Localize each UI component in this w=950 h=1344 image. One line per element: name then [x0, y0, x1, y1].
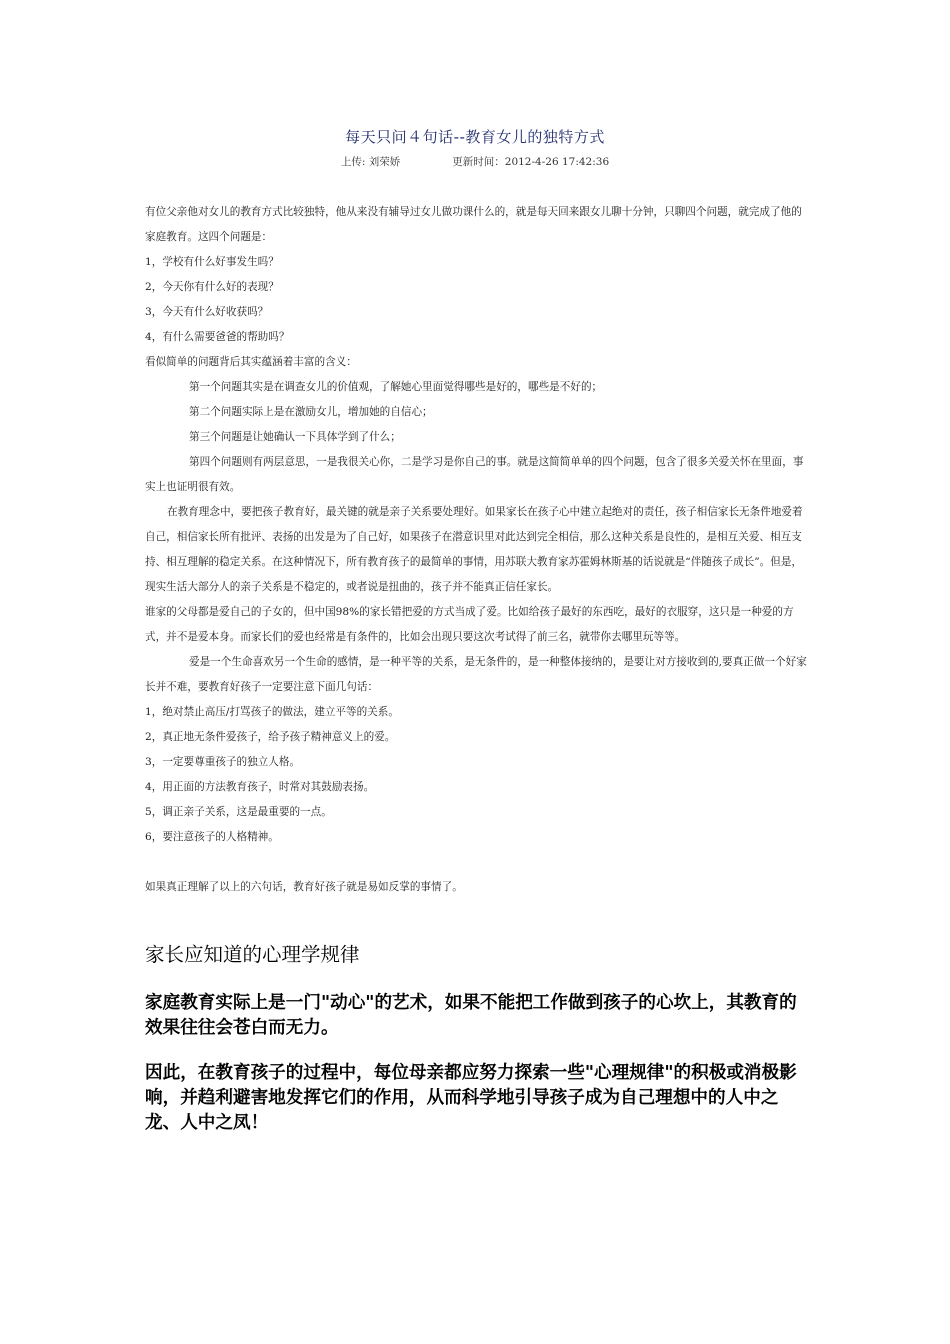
updated-time-text: 更新时间：2012-4-26 17:42:36	[452, 156, 610, 168]
paragraph-meaning-3: 第三个问题是让她确认一下具体学到了什么；	[189, 431, 401, 443]
list-item-question-4: 4，有什么需要爸爸的帮助吗？	[145, 331, 290, 343]
section-paragraph-1: 家庭教育实际上是一门"动心"的艺术，如果不能把工作做到孩子的心坎上，其教育的效果往往会苍白而无力。	[145, 993, 797, 1038]
paragraph-love-definition: 爱是一个生命喜欢另一个生命的感情，是一种平等的关系，是无条件的，是一种整体接纳的，是要让对方接收到的,要真正做一个好家长并不难，要教育好孩子一定要注意下面几句话：	[145, 656, 807, 693]
paragraph-intro: 有位父亲他对女儿的教育方式比较独特，他从来没有辅导过女儿做功课什么的，就是每天回来跟女儿聊十分钟，只聊四个问题，就完成了他的家庭教育。这四个问题是：	[145, 206, 802, 243]
paragraph-parent-child-relationship: 在教育理念中，要把孩子教育好，最关键的就是亲子关系要处理好。如果家长在孩子心中建立起绝对的责任，孩子相信家长无条件地爱着自己，相信家长所有批评、表扬的出发是为了自己好，如果孩子在潜意识里对此达到完全相信，那么这种关系是良性的，是相互关爱、相互支持、相互理解的稳定关系。在这种情况下，所有教育孩子的最简单的事情，用苏联大教育家苏霍姆林斯基的话说就是“伴随孩子成长”。但是，现实生活大部分人的亲子关系是不稳定的，或者说是扭曲的，孩子并不能真正信任家长。	[145, 506, 803, 593]
list-item-question-1: 1，学校有什么好事发生吗？	[145, 256, 279, 268]
paragraph-meaning-2: 第二个问题实际上是在激励女儿，增加她的自信心；	[189, 406, 433, 418]
list-item-question-2: 2，今天你有什么好的表现？	[145, 281, 279, 293]
article-meta	[0, 154, 950, 169]
section-heading: 家长应知道的心理学规律	[145, 943, 360, 966]
list-item-rule-5: 5，调正亲子关系，这是最重要的一点。	[145, 806, 332, 818]
list-item-rule-2: 2，真正地无条件爱孩子，给予孩子精神意义上的爱。	[145, 731, 396, 743]
list-item-rule-1: 1，绝对禁止高压/打骂孩子的做法，建立平等的关系。	[145, 706, 399, 718]
paragraph-meaning-1: 第一个问题其实是在调查女儿的价值观，了解她心里面觉得哪些是好的，哪些是不好的；	[189, 381, 603, 393]
list-item-rule-3: 3，一定要尊重孩子的独立人格。	[145, 756, 301, 768]
article-body	[145, 200, 807, 900]
paragraph-love-method: 谁家的父母都是爱自己的子女的，但中国98%的家长错把爱的方式当成了爱。比如给孩子最好的东西吃，最好的衣服穿，这只是一种爱的方式，并不是爱本身。而家长们的爱也经常是有条件的，比如会出现只要这次考试得了前三名，就带你去哪里玩等等。	[145, 606, 794, 643]
list-item-rule-6: 6，要注意孩子的人格精神。	[145, 831, 279, 843]
section-paragraph-2: 因此，在教育孩子的过程中，每位母亲都应努力探索一些"心理规律"的积极或消极影响，并趋利避害地发挥它们的作用，从而科学地引导孩子成为自己理想中的人中之龙、人中之凤！	[145, 1063, 797, 1133]
uploader-text: 上传: 刘荣娇	[340, 156, 401, 168]
article-title: 每天只问４句话--教育女儿的独特方式	[345, 128, 605, 146]
list-item-question-3: 3，今天有什么好收获吗？	[145, 306, 269, 318]
paragraph-conclusion: 如果真正理解了以上的六句话，教育好孩子就是易如反掌的事情了。	[145, 881, 463, 893]
paragraph-meaning-intro: 看似简单的问题背后其实蕴涵着丰富的含义：	[145, 356, 357, 368]
paragraph-meaning-4: 第四个问题则有两层意思，一是我很关心你，二是学习是你自己的事。就是这简简单单的四个问题，包含了很多关爱关怀在里面，事实上也证明很有效。	[145, 456, 804, 493]
list-item-rule-4: 4，用正面的方法教育孩子，时常对其鼓励表扬。	[145, 781, 375, 793]
